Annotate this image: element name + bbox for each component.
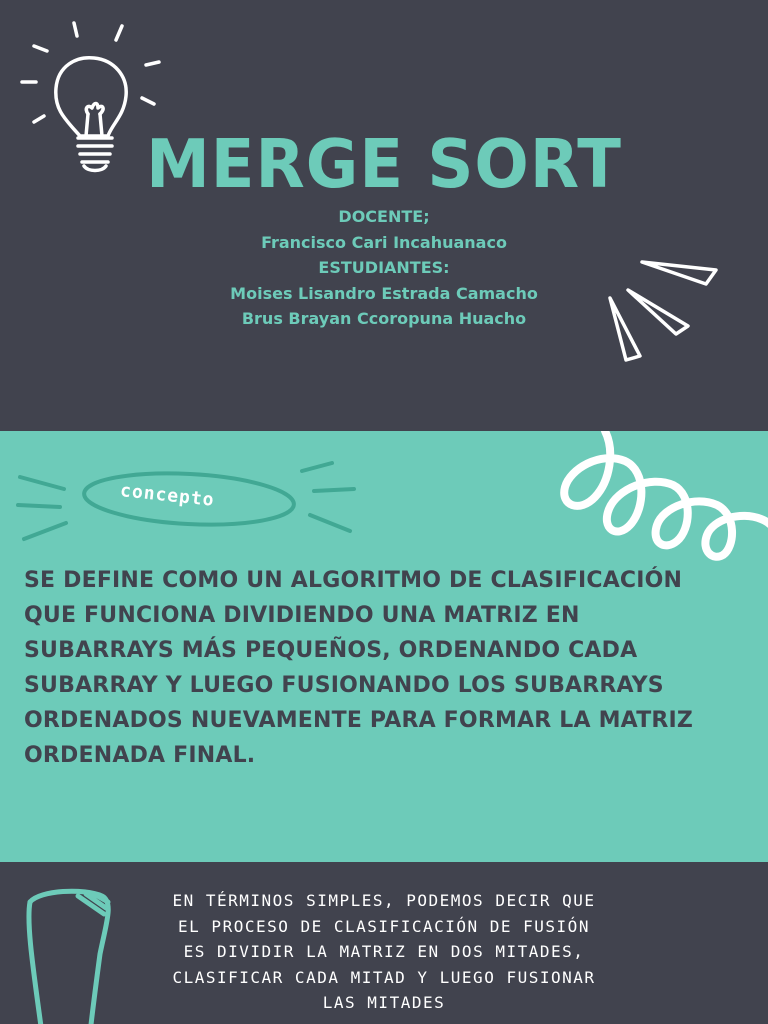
page-title: MERGE SORT [146, 126, 622, 204]
concept-label: concepto [119, 480, 216, 511]
students-heading: ESTUDIANTES: [318, 258, 450, 277]
student-name: Brus Brayan Ccoropuna Huacho [241, 309, 527, 328]
teacher-heading: DOCENTE; [338, 207, 430, 226]
summary-section [0, 862, 768, 1024]
summary-text: EN TÉRMINOS SIMPLES, PODEMOS DECIR QUE EL PROCESO DE CLASIFICACIÓN DE FUSIÓN ES DIVIDIR LA MATRIZ EN DOS MITADES, CLASIFICAR CADA MITAD Y LUEGO FUSIONAR LAS MITADES [172, 891, 596, 1012]
spiral-icon [555, 431, 768, 561]
student-name: Moises Lisandro Estrada Camacho [230, 283, 538, 303]
exclamation-icon [20, 884, 120, 1024]
rays-icon [598, 252, 728, 372]
concept-definition: SE DEFINE COMO UN ALGORITMO DE CLASIFICACIÓN QUE FUNCIONA DIVIDIENDO UNA MATRIZ EN SUBARRAYS MÁS PEQUEÑOS, ORDENANDO CADA SUBARRAY Y LUEGO FUSIONANDO LOS SUBARRAYS ORDENADOS NUEVAMENTE PARA FORMAR LA MATRIZ ORDENADA FINAL. [24, 568, 694, 768]
concept-section [0, 431, 768, 862]
teacher-name: Francisco Cari Incahuanaco [261, 232, 507, 252]
title-section [0, 0, 768, 431]
